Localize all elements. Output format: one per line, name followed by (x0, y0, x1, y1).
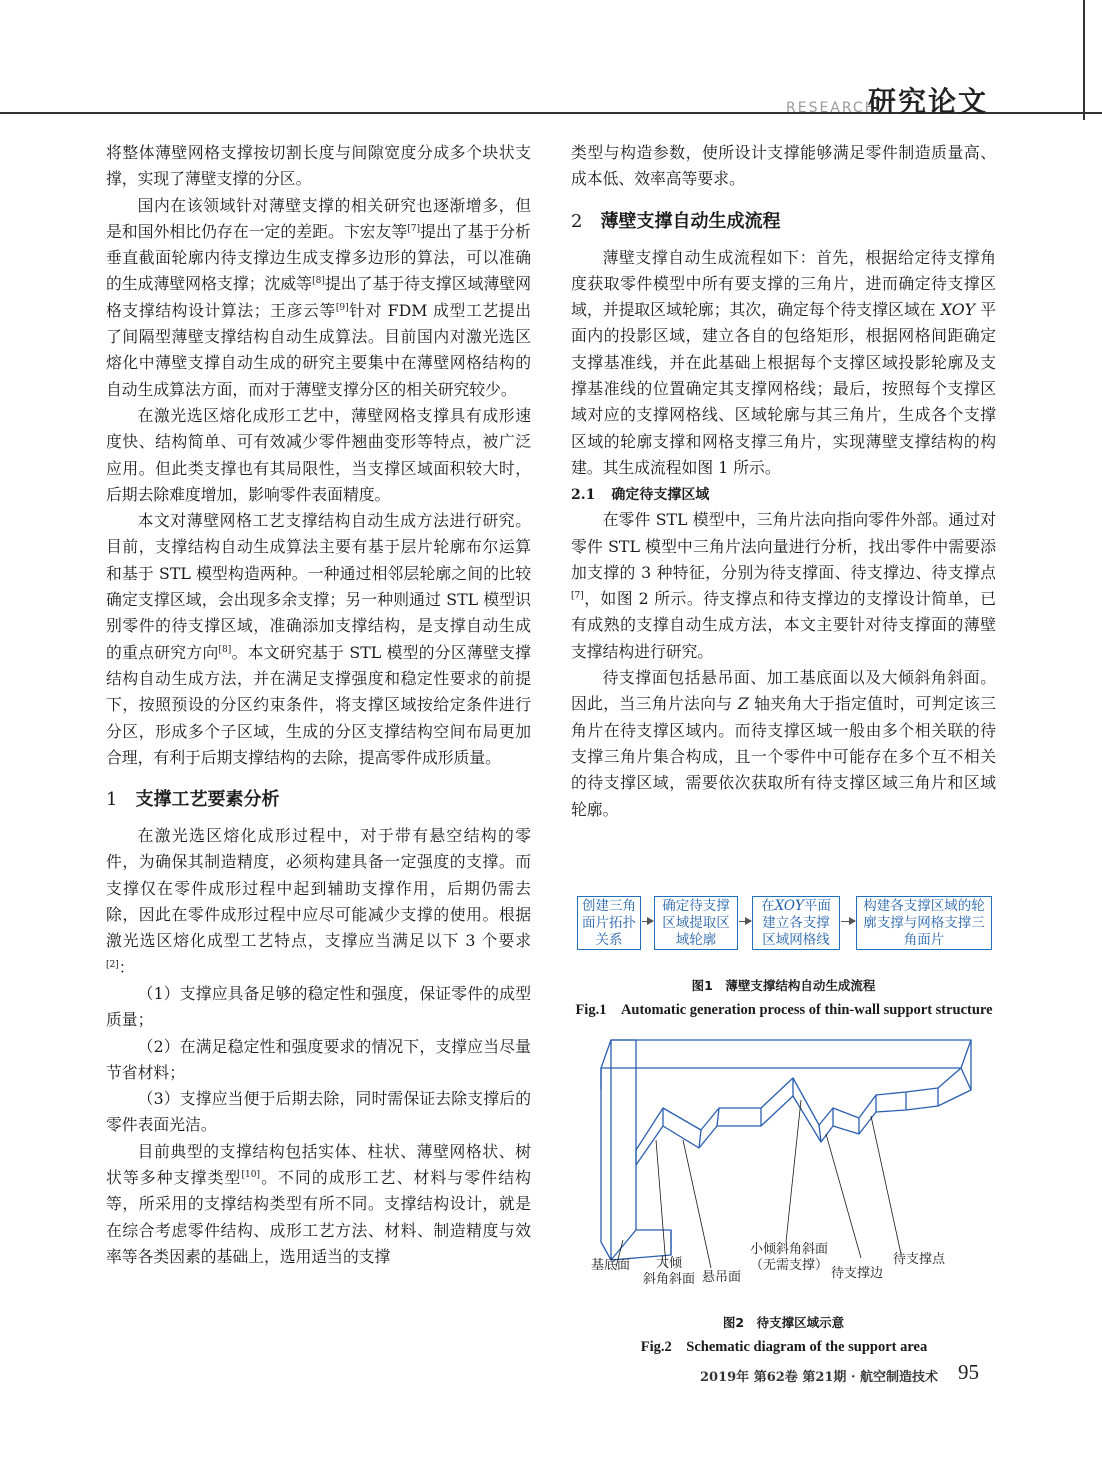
right-column (571, 140, 996, 823)
flow-box-gridlines: 在XOY平面建立各支撑区域网格线 (752, 896, 840, 950)
right-paragraph-3: 在零件 STL 模型中，三角片法向指向零件外部。通过对零件 STL 模型中三角片法向量进行分析，找出零件中需要添加支撑的 3 种特征，分别为待支撑面、待支撑边、待支撑点[7]，如图 2 所示。待支撑点和待支撑边的支撑设计简单，已有成熟的支撑自动生成方法，本文主要针对待支撑面的薄壁支撑结构进行研究。 (571, 510, 996, 661)
label-hanging-surface: 悬吊面 (702, 1270, 742, 1285)
subsection-2-1-heading: 2.1 确定待支撑区域 (571, 487, 710, 504)
figure-2-caption-en: Fig.2 Schematic diagram of the support area (640, 1339, 928, 1355)
right-paragraph-4: 待支撑面包括悬吊面、加工基底面以及大倾斜角斜面。因此，当三角片法向与 Z 轴夹角大于指定值时，可判定该三角片在待支撑区域内。而待支撑区域一般由多个相关联的待支撑三角片集合构成，且一个零件中可能存在多个互不相关的待支撑区域，需要依次获取所有待支撑区域三角片和区域轮廓。 (571, 668, 996, 819)
label-base-surface: 基底面 (591, 1258, 631, 1273)
flow-box-construct: 构建各支撑区域的轮廓支撑与网格支撑三角面片 (856, 896, 992, 950)
citation: [10] (241, 1169, 260, 1180)
label-small-slope: 小倾斜角斜面 （无需支撑） (749, 1242, 828, 1273)
list-item-3: （3）支撑应当便于后期去除，同时需保证去除支撑后的零件表面光洁。 (106, 1089, 531, 1135)
header-section-title: 研究论文 (868, 85, 989, 118)
citation: [7] (407, 223, 420, 234)
left-paragraph-5: 在激光选区熔化成形过程中，对于带有悬空结构的零件，为确保其制造精度，必须构建具备一定强度的支撑。而支撑仅在零件成形过程中起到辅助支撑作用，后期仍需去除，因此在零件成形过程中应尽可能减少支撑的使用。根据激光选区熔化成型工艺特点，支撑应当满足以下 3 个要求[2]： (106, 826, 531, 977)
list-item-2: （2）在满足稳定性和强度要求的情况下，支撑应当尽量节省材料； (106, 1036, 531, 1082)
left-paragraph-1: 将整体薄壁网格支撑按切割长度与间隙宽度分成多个块状支撑，实现了薄壁支撑的分区。 (106, 143, 531, 189)
figure-1-caption-en: Fig.1 Automatic generation process of thin-wall support structure (575, 1002, 993, 1018)
flow-box-region: 确定待支撑区域提取区域轮廓 (654, 896, 738, 950)
page-number: 95 (958, 1360, 979, 1384)
citation: [2] (106, 959, 119, 970)
figure-1-flowchart (571, 890, 996, 956)
label-support-edge: 待支撑边 (831, 1266, 884, 1281)
header-vertical-rule (1083, 0, 1085, 120)
left-paragraph-6: 目前典型的支撑结构包括实体、柱状、薄壁网格状、树状等多种支撑类型[10]。不同的成形工艺、材料与零件结构等，所采用的支撑结构类型有所不同。支撑结构设计，就是在综合考虑零件结构、成形工艺方法、材料、制造精度与效率等各类因素的基础上，选用适当的支撑 (106, 1141, 531, 1266)
journal-footer: 2019年 第62卷 第21期 · 航空制造技术 (700, 1370, 938, 1385)
flow-arrow (841, 921, 855, 922)
section-1-heading: 1 支撑工艺要素分析 (106, 789, 280, 811)
section-2-heading: 2 薄壁支撑自动生成流程 (571, 210, 781, 232)
label-support-point: 待支撑点 (893, 1252, 946, 1267)
header-research-label: RESEARCH (786, 100, 878, 116)
figure-2-diagram (571, 1030, 996, 1300)
left-paragraph-4: 本文对薄壁网格工艺支撑结构自动生成方法进行研究。目前，支撑结构自动生成算法主要有基于层片轮廓布尔运算和基于 STL 模型构造两种。一种通过相邻层轮廓之间的比较确定支撑区域，会出现多余支撑；另一种则通过 STL 模型识别零件的待支撑区域，准确添加支撑结构，是支撑自动生成的重点研究方向[8]。本文研究基于 STL 模型的分区薄壁支撑结构自动生成方法，并在满足支撑强度和稳定性要求的前提下，按照预设的分区约束条件，将支撑区域按给定条件进行分区，形成多个子区域，生成的分区支撑结构空间布局更加合理，有利于后期支撑结构的去除，提高零件成形质量。 (106, 511, 531, 767)
citation: [8] (218, 644, 232, 655)
list-item-1: （1）支撑应具备足够的稳定性和强度，保证零件的成型质量； (106, 983, 531, 1030)
left-column (106, 140, 531, 1270)
left-paragraph-2: 国内在该领域针对薄壁支撑的相关研究也逐渐增多，但是和国外相比仍存在一定的差距。卞宏友等[7]提出了基于分析垂直截面轮廓内待支撑边生成支撑多边形的算法，可以准确的生成薄壁网格支撑；沈威等[8]提出了基于待支撑区域薄壁网格支撑结构设计算法；王彦云等[9]针对 FDM 成型工艺提出了间隔型薄壁支撑结构自动生成算法。目前国内对激光选区熔化中薄壁支撑自动生成的研究主要集中在薄壁网格结构的自动生成算法方面，而对于薄壁支撑分区的相关研究较少。 (106, 195, 531, 399)
left-paragraph-3: 在激光选区熔化成形工艺中，薄壁网格支撑具有成形速度快、结构简单、可有效减少零件翘曲变形等特点，被广泛应用。但此类支撑也有其局限性，当支撑区域面积较大时，后期去除难度增加，影响零件表面精度。 (106, 405, 531, 504)
right-paragraph-1: 类型与构造参数，使所设计支撑能够满足零件制造质量高、成本低、效率高等要求。 (571, 143, 996, 189)
right-paragraph-2: 薄壁支撑自动生成流程如下：首先，根据给定待支撑角度获取零件模型中所有要支撑的三角片，进而确定待支撑区域，并提取区域轮廓；其次，确定每个待支撑区域在 XOY 平面内的投影区域，建立各自的包络矩形，根据网格间距确定支撑基准线，并在此基础上根据每个支撑区域投影轮廓及支撑基准线的位置确定其支撑网格线；最后，按照每个支撑区域对应的支撑网格线、区域轮廓与其三角片，生成各个支撑区域的轮廓支撑和网格支撑三角片，实现薄壁支撑结构的构建。其生成流程如图 1 所示。 (571, 247, 996, 477)
citation: [8] (312, 276, 325, 287)
label-large-slope: 大倾 斜角斜面 (642, 1256, 695, 1287)
figure-2-caption-cn: 图2 待支撑区域示意 (722, 1315, 845, 1330)
citation: [7] (571, 591, 584, 602)
figure-1-caption-cn: 图1 薄壁支撑结构自动生成流程 (691, 978, 876, 993)
flow-arrow (739, 921, 751, 922)
flow-box-topology: 创建三角面片拓扑关系 (577, 896, 641, 950)
citation: [9] (335, 302, 349, 313)
flow-arrow (642, 921, 653, 922)
